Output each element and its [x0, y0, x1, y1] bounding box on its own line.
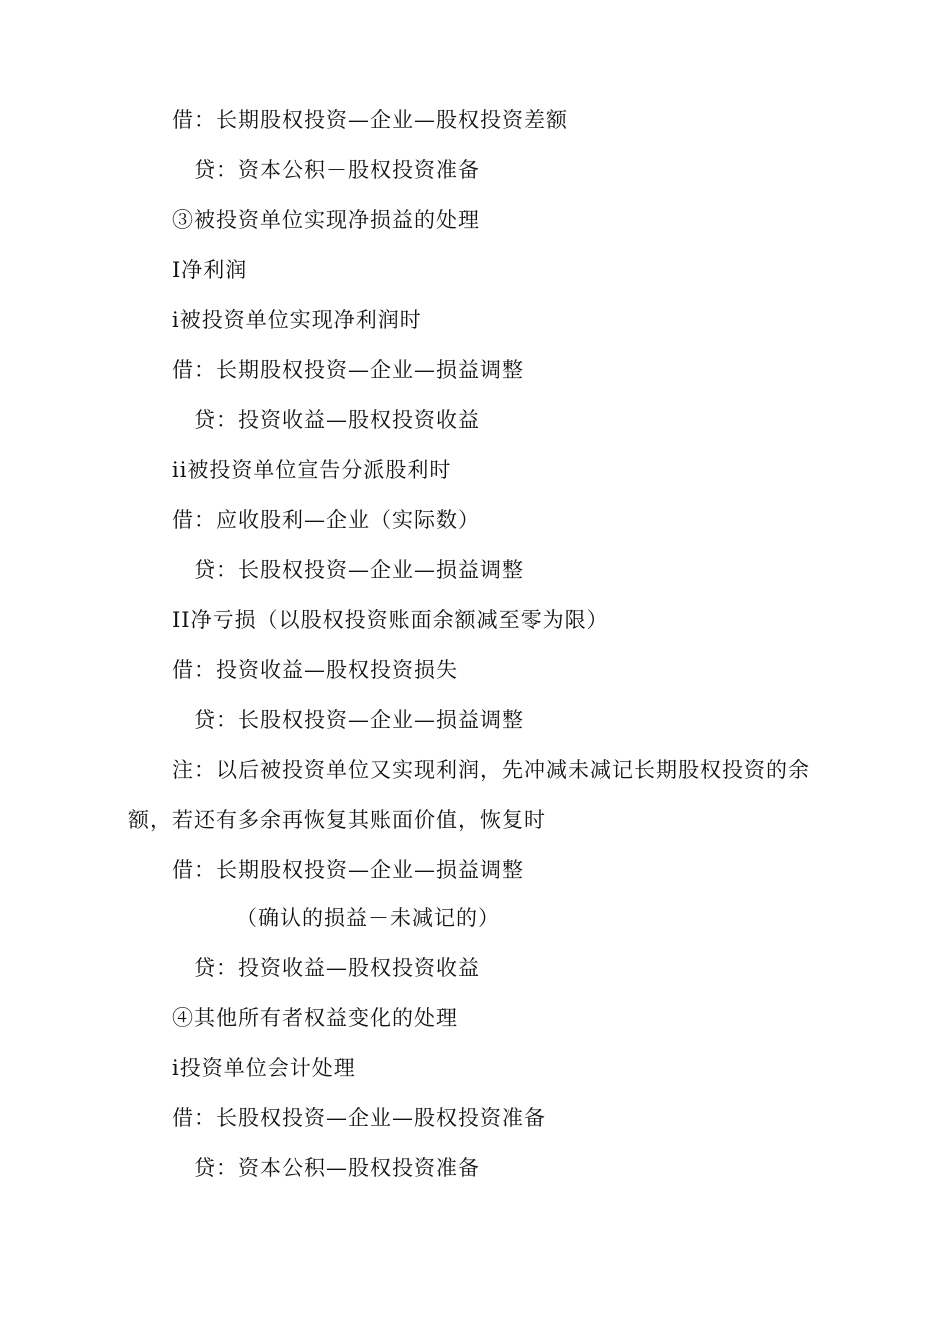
- section-heading: ③被投资单位实现净损益的处理: [172, 208, 480, 232]
- note-paragraph-line: 注：以后被投资单位又实现利润，先冲减未减记长期股权投资的余: [172, 758, 810, 782]
- entry-debit-line: 借：长期股权投资—企业—损益调整: [172, 858, 524, 882]
- subsection-item: ii被投资单位宣告分派股利时: [172, 458, 452, 482]
- entry-debit-line: 借：投资收益—股权投资损失: [172, 658, 458, 682]
- note-paragraph-line: 额，若还有多余再恢复其账面价值，恢复时: [128, 808, 546, 832]
- entry-credit-line: 贷：投资收益—股权投资收益: [194, 956, 480, 980]
- entry-credit-line: 贷：资本公积—股权投资准备: [194, 1156, 480, 1180]
- subsection-heading: II净亏损（以股权投资账面余额减至零为限）: [172, 608, 609, 632]
- section-heading: ④其他所有者权益变化的处理: [172, 1006, 458, 1030]
- subsection-heading: I净利润: [172, 258, 248, 282]
- entry-debit-line: 借：长期股权投资—企业—损益调整: [172, 358, 524, 382]
- entry-credit-line: 贷：资本公积－股权投资准备: [194, 158, 480, 182]
- entry-debit-line: 借：长期股权投资—企业—股权投资差额: [172, 108, 568, 132]
- entry-credit-line: 贷：长股权投资—企业—损益调整: [194, 708, 524, 732]
- entry-credit-line: 贷：长股权投资—企业—损益调整: [194, 558, 524, 582]
- subsection-item: i被投资单位实现净利润时: [172, 308, 422, 332]
- entry-debit-line: 借：应收股利—企业（实际数）: [172, 508, 480, 532]
- entry-credit-line: 贷：投资收益—股权投资收益: [194, 408, 480, 432]
- entry-debit-line: 借：长股权投资—企业—股权投资准备: [172, 1106, 546, 1130]
- subsection-item: i投资单位会计处理: [172, 1056, 356, 1080]
- entry-annotation: （确认的损益－未减记的）: [236, 906, 500, 930]
